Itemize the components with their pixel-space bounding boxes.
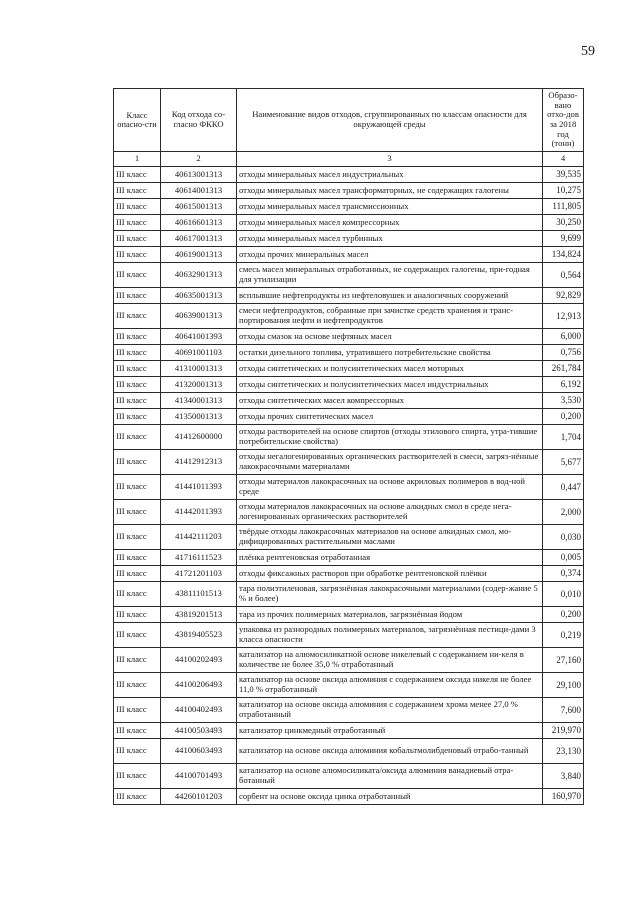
hazard-class-cell: III класс xyxy=(114,215,161,231)
table-row xyxy=(114,393,584,409)
waste-amount-cell: 6,000 xyxy=(543,329,584,345)
waste-name-cell: отходы растворителей на основе спиртов (отходы этилового спирта, утра-тившие потребительские свойства) xyxy=(237,425,543,450)
hazard-class-cell: III класс xyxy=(114,566,161,582)
header-name: Наименование видов отходов, сгруппированных по классам опасности для окружающей среды xyxy=(237,89,543,152)
waste-name-cell: тара полиэтиленовая, загрязнённая лакокрасочными материалами (содер-жание 5 % и более) xyxy=(237,582,543,607)
waste-name-cell: отходы смазок на основе нефтяных масел xyxy=(237,329,543,345)
waste-code-cell: 41721201103 xyxy=(161,566,237,582)
waste-name-cell: остатки дизельного топлива, утратившего потребительские свойства xyxy=(237,345,543,361)
waste-name-cell: тара из прочих полимерных материалов, загрязнённая йодом xyxy=(237,607,543,623)
waste-name-cell: отходы синтетических и полусинтетических масел индустриальных xyxy=(237,377,543,393)
hazard-class-cell: III класс xyxy=(114,183,161,199)
hazard-class-cell: III класс xyxy=(114,582,161,607)
header-row xyxy=(114,89,584,152)
waste-code-cell: 43819405523 xyxy=(161,623,237,648)
table-row xyxy=(114,329,584,345)
table-row xyxy=(114,648,584,673)
waste-code-cell: 44100603493 xyxy=(161,739,237,764)
hazard-class-cell: III класс xyxy=(114,167,161,183)
waste-code-cell: 40635001313 xyxy=(161,288,237,304)
waste-code-cell: 43811101513 xyxy=(161,582,237,607)
waste-name-cell: отходы материалов лакокрасочных на основе акриловых полимеров в вод-ной среде xyxy=(237,475,543,500)
waste-name-cell: отходы минеральных масел турбинных xyxy=(237,231,543,247)
waste-amount-cell: 261,784 xyxy=(543,361,584,377)
waste-name-cell: отходы минеральных масел компрессорных xyxy=(237,215,543,231)
waste-amount-cell: 3,530 xyxy=(543,393,584,409)
waste-name-cell: упаковка из разнородных полимерных материалов, загрязнённая пестици-дами 3 класса опасности xyxy=(237,623,543,648)
waste-amount-cell: 23,130 xyxy=(543,739,584,764)
waste-code-cell: 40614001313 xyxy=(161,183,237,199)
waste-code-cell: 40613001313 xyxy=(161,167,237,183)
table-row xyxy=(114,698,584,723)
waste-code-cell: 40691001103 xyxy=(161,345,237,361)
waste-table xyxy=(113,88,584,805)
waste-code-cell: 43819201513 xyxy=(161,607,237,623)
waste-amount-cell: 160,970 xyxy=(543,789,584,805)
table-row xyxy=(114,425,584,450)
column-number: 4 xyxy=(543,152,584,167)
hazard-class-cell: III класс xyxy=(114,698,161,723)
waste-code-cell: 40615001313 xyxy=(161,199,237,215)
table-row xyxy=(114,345,584,361)
hazard-class-cell: III класс xyxy=(114,739,161,764)
hazard-class-cell: III класс xyxy=(114,409,161,425)
table-row xyxy=(114,361,584,377)
waste-name-cell: отходы фиксажных растворов при обработке рентгеновской плёнки xyxy=(237,566,543,582)
waste-name-cell: сорбент на основе оксида цинка отработанный xyxy=(237,789,543,805)
waste-name-cell: отходы материалов лакокрасочных на основе алкидных смол в среде нега-логенированных органических растворителей xyxy=(237,500,543,525)
table-row xyxy=(114,450,584,475)
column-number: 3 xyxy=(237,152,543,167)
hazard-class-cell: III класс xyxy=(114,199,161,215)
waste-name-cell: отходы прочих минеральных масел xyxy=(237,247,543,263)
hazard-class-cell: III класс xyxy=(114,789,161,805)
hazard-class-cell: III класс xyxy=(114,304,161,329)
waste-code-cell: 44100503493 xyxy=(161,723,237,739)
waste-code-cell: 41310001313 xyxy=(161,361,237,377)
waste-amount-cell: 0,005 xyxy=(543,550,584,566)
waste-amount-cell: 0,447 xyxy=(543,475,584,500)
hazard-class-cell: III класс xyxy=(114,764,161,789)
table-row xyxy=(114,673,584,698)
table-row xyxy=(114,263,584,288)
waste-name-cell: смесь масел минеральных отработанных, не содержащих галогены, при-годная для утилизации xyxy=(237,263,543,288)
hazard-class-cell: III класс xyxy=(114,723,161,739)
waste-amount-cell: 134,824 xyxy=(543,247,584,263)
waste-name-cell: катализатор на алюмосиликатной основе никелевый с содержанием ни-келя в количестве не более 35,0 % отработанный xyxy=(237,648,543,673)
waste-code-cell: 44100402493 xyxy=(161,698,237,723)
waste-amount-cell: 0,030 xyxy=(543,525,584,550)
waste-code-cell: 41412912313 xyxy=(161,450,237,475)
waste-code-cell: 40632901313 xyxy=(161,263,237,288)
waste-amount-cell: 0,010 xyxy=(543,582,584,607)
waste-amount-cell: 5,677 xyxy=(543,450,584,475)
hazard-class-cell: III класс xyxy=(114,607,161,623)
table-row xyxy=(114,183,584,199)
waste-name-cell: катализатор на основе алюмосиликата/оксида алюминия ванадиевый отра-ботанный xyxy=(237,764,543,789)
hazard-class-cell: III класс xyxy=(114,247,161,263)
table-row xyxy=(114,623,584,648)
hazard-class-cell: III класс xyxy=(114,648,161,673)
table-row xyxy=(114,409,584,425)
header-amount: Образо-вано отхо-дов за 2018 год (тонн) xyxy=(543,89,584,152)
waste-code-cell: 44260101203 xyxy=(161,789,237,805)
waste-amount-cell: 0,374 xyxy=(543,566,584,582)
waste-name-cell: отходы минеральных масел трансмиссионных xyxy=(237,199,543,215)
hazard-class-cell: III класс xyxy=(114,425,161,450)
waste-amount-cell: 2,000 xyxy=(543,500,584,525)
hazard-class-cell: III класс xyxy=(114,231,161,247)
waste-name-cell: отходы синтетических и полусинтетических масел моторных xyxy=(237,361,543,377)
waste-code-cell: 40641001393 xyxy=(161,329,237,345)
table-row xyxy=(114,566,584,582)
waste-name-cell: катализатор на основе оксида алюминия с содержанием оксида никеля не более 11,0 % отработанный xyxy=(237,673,543,698)
waste-code-cell: 40617001313 xyxy=(161,231,237,247)
table-row xyxy=(114,582,584,607)
waste-amount-cell: 12,913 xyxy=(543,304,584,329)
table-row xyxy=(114,764,584,789)
waste-amount-cell: 0,564 xyxy=(543,263,584,288)
waste-code-cell: 41350001313 xyxy=(161,409,237,425)
table-row xyxy=(114,288,584,304)
hazard-class-cell: III класс xyxy=(114,450,161,475)
waste-amount-cell: 39,535 xyxy=(543,167,584,183)
hazard-class-cell: III класс xyxy=(114,361,161,377)
waste-amount-cell: 0,219 xyxy=(543,623,584,648)
waste-code-cell: 41320001313 xyxy=(161,377,237,393)
waste-code-cell: 41716111523 xyxy=(161,550,237,566)
waste-name-cell: отходы минеральных масел трансформаторных, не содержащих галогены xyxy=(237,183,543,199)
table-row xyxy=(114,607,584,623)
waste-amount-cell: 29,100 xyxy=(543,673,584,698)
hazard-class-cell: III класс xyxy=(114,393,161,409)
waste-amount-cell: 111,805 xyxy=(543,199,584,215)
hazard-class-cell: III класс xyxy=(114,623,161,648)
hazard-class-cell: III класс xyxy=(114,550,161,566)
hazard-class-cell: III класс xyxy=(114,263,161,288)
waste-name-cell: отходы синтетических масел компрессорных xyxy=(237,393,543,409)
table-row xyxy=(114,550,584,566)
waste-name-cell: катализатор на основе оксида алюминия кобальтмолибденовый отрабо-танный xyxy=(237,739,543,764)
hazard-class-cell: III класс xyxy=(114,475,161,500)
waste-amount-cell: 1,704 xyxy=(543,425,584,450)
waste-code-cell: 41412600000 xyxy=(161,425,237,450)
waste-code-cell: 40619001313 xyxy=(161,247,237,263)
waste-code-cell: 44100206493 xyxy=(161,673,237,698)
table-row xyxy=(114,199,584,215)
waste-amount-cell: 0,200 xyxy=(543,607,584,623)
waste-amount-cell: 219,970 xyxy=(543,723,584,739)
header-hazard-class: Класс опасно-сти xyxy=(114,89,161,152)
waste-code-cell: 41442011393 xyxy=(161,500,237,525)
hazard-class-cell: III класс xyxy=(114,288,161,304)
waste-name-cell: отходы прочих синтетических масел xyxy=(237,409,543,425)
waste-amount-cell: 7,600 xyxy=(543,698,584,723)
waste-name-cell: твёрдые отходы лакокрасочных материалов на основе алкидных смол, мо-дифицированных растительными маслами xyxy=(237,525,543,550)
table-row xyxy=(114,304,584,329)
waste-code-cell: 40616601313 xyxy=(161,215,237,231)
waste-amount-cell: 6,192 xyxy=(543,377,584,393)
header-code: Код отхода со-гласно ФККО xyxy=(161,89,237,152)
waste-name-cell: смеси нефтепродуктов, собранные при зачистке средств хранения и транс-портирования нефти и нефтепродуктов xyxy=(237,304,543,329)
waste-amount-cell: 0,756 xyxy=(543,345,584,361)
hazard-class-cell: III класс xyxy=(114,345,161,361)
waste-amount-cell: 27,160 xyxy=(543,648,584,673)
waste-name-cell: отходы негалогенированных органических растворителей в смеси, загряз-нённые лакокрасочными материалами xyxy=(237,450,543,475)
waste-name-cell: всплывшие нефтепродукты из нефтеловушек и аналогичных сооружений xyxy=(237,288,543,304)
hazard-class-cell: III класс xyxy=(114,500,161,525)
waste-amount-cell: 30,250 xyxy=(543,215,584,231)
column-number: 2 xyxy=(161,152,237,167)
table-row xyxy=(114,247,584,263)
hazard-class-cell: III класс xyxy=(114,329,161,345)
waste-amount-cell: 9,699 xyxy=(543,231,584,247)
table-row xyxy=(114,167,584,183)
waste-name-cell: плёнка рентгеновская отработанная xyxy=(237,550,543,566)
table-row xyxy=(114,231,584,247)
column-number: 1 xyxy=(114,152,161,167)
waste-code-cell: 41441011393 xyxy=(161,475,237,500)
waste-name-cell: катализатор цинкмедный отработанный xyxy=(237,723,543,739)
table-row xyxy=(114,739,584,764)
table-row xyxy=(114,723,584,739)
waste-amount-cell: 3,840 xyxy=(543,764,584,789)
column-number-row xyxy=(114,152,584,167)
waste-name-cell: катализатор на основе оксида алюминия с содержанием хрома менее 27,0 % отработанный xyxy=(237,698,543,723)
table-row xyxy=(114,525,584,550)
page-number: 59 xyxy=(581,44,595,59)
table-row xyxy=(114,789,584,805)
table-row xyxy=(114,500,584,525)
waste-code-cell: 40639001313 xyxy=(161,304,237,329)
table-body xyxy=(114,167,584,805)
table-row xyxy=(114,377,584,393)
hazard-class-cell: III класс xyxy=(114,525,161,550)
table-row xyxy=(114,475,584,500)
table-row xyxy=(114,215,584,231)
waste-name-cell: отходы минеральных масел индустриальных xyxy=(237,167,543,183)
waste-amount-cell: 92,829 xyxy=(543,288,584,304)
hazard-class-cell: III класс xyxy=(114,377,161,393)
waste-amount-cell: 10,275 xyxy=(543,183,584,199)
waste-code-cell: 44100701493 xyxy=(161,764,237,789)
hazard-class-cell: III класс xyxy=(114,673,161,698)
waste-code-cell: 44100202493 xyxy=(161,648,237,673)
waste-amount-cell: 0,200 xyxy=(543,409,584,425)
waste-code-cell: 41340001313 xyxy=(161,393,237,409)
waste-code-cell: 41442111203 xyxy=(161,525,237,550)
